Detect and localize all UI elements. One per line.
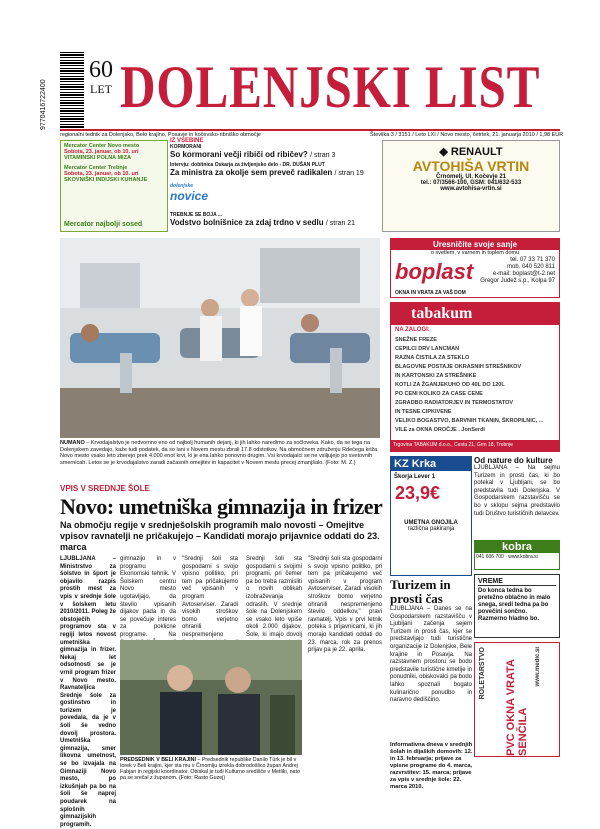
ad-phone: tel.: 07/3566-100, GSM: 041/632-533 [420, 180, 522, 186]
article-column: Srednji šoli sta gospodarni s svojimi programi, pri čemer pa bo treba razmisliti o novih oblikah izobraževanja odraslih. V srednje šole na Dolenjskem se vsako leto vpiše okoli 2.000 dijakov. Šole, ki imajo dovolj [246, 556, 302, 638]
weather-text: Do konca tedna bo pretežno oblačno in malo snega, sredi tedna pa bo povečini sončno. Razmerno hladno bo. [478, 588, 551, 622]
ad-line: SKOVNIŠKI INDIJSKI KUHANJE [64, 177, 148, 183]
anniversary-number: 60 [89, 57, 113, 83]
ad-line: PVC OKNA VRATA SENČILA [505, 659, 529, 756]
ad-krka[interactable] [390, 456, 472, 576]
anniversary-label: LET [90, 82, 112, 96]
ad-header: NA ZALOGI: [395, 327, 430, 333]
turizem-body: LJUBLJANA – Danes se na Gospodarskem razstavišču v Ljubljani začenja sejem Turizem in prosti čas, kjer se predstavljajo tudi turistične organizacije iz Dolenjske, Bele krajine in Posavja. Na razstavnem prostoru se bodo predstavile turistične kmetije in ponudniki, obiskovalci pa bodo lahko spoznali bogato kulinarično ponudbo in naravno dediščino. [390, 606, 472, 704]
ad-web: www.medic.si [535, 647, 541, 687]
kobra-logo: kobra [475, 541, 559, 553]
article-headline[interactable]: Novo: umetniška gimnazija in frizer [60, 494, 383, 519]
anniversary-badge [88, 58, 114, 108]
ad-contacts: tel. 07 33 71 370 mob. 040 520 811 e-mail: boplast@t-2.net Gregor Judež s.p., Kolpa 97 [480, 257, 555, 284]
ad-mercator[interactable] [60, 140, 168, 232]
article-column: LJUBLJANA – Ministrstvo za šolstvo in šport je objavilo razpis prostih mest za vpis v srednje šole v šolskem letu 2010/2011. Poleg že obstoječih programov sta v regiji letos novost umetniška gimnazija in frizer. Nekaj let odsotnosti se je vrnil program frizer v Novo mesto. Ravnateljica Srednje šole za gostinstvo in turizem je povedala, da je v šoli še vedno dovolj prostora. Umetniška gimnazija, smer likovna umetnost, se bo izvajala na Gimnaziji Novo mesto, po izkušnjah pa bo na šoli še naprej poudarek na splošnih gimnazijskih programih. [60, 556, 116, 828]
ad-boplast[interactable] [390, 238, 560, 298]
ad-price: 23,9€ [395, 483, 441, 503]
photo-caption: PREDSEDNIK V BELI KRAJINI – Predsednik republike Danilo Türk je bil v torek v Beli krajini, kjer sta mu v Črnomlju izrekla dobrodošlico župan Andrej Fabjan in regijski koordinator. Obiskal je tudi Kulturno središče v Metliki, nato pa se srečal z županom. (Foto: Rasto Guzej) [120, 757, 300, 781]
contents-kicker: TREBNJE SE BOJA ... [170, 212, 223, 218]
article-column: "Srednji šoli sta gospodarni s svojo vpisno politiko, pri tem pa pričakujemo več vpisanih v program Avtoserviser. Zaradi visokih stroškov bomo verjetno ohranili nespremenjeno [182, 556, 238, 638]
novice-logo: dolenjske novice [170, 183, 209, 203]
ad-line: ROLETARSTVO [479, 647, 486, 700]
ad-line: Škorja Lever 1 [394, 474, 436, 480]
ad-renault[interactable] [382, 140, 560, 232]
contents-item[interactable]: Za ministra za okolje sem preveč radikalen / stran 19 [170, 168, 364, 177]
ad-kobra[interactable] [474, 540, 560, 570]
weather-box [474, 574, 560, 638]
ad-line: Uresničite svoje sanje [391, 239, 559, 250]
contents-kicker: KORMORANI [170, 144, 202, 150]
turizem-article [390, 578, 472, 736]
ad-slogan: OKNA IN VRATA ZA VAŠ DOM [395, 290, 466, 296]
ad-line: 041 606 700 · www.kobra.si [476, 554, 538, 560]
ad-firm: AVTOHIŠA VRTIN [412, 158, 530, 174]
ad-line: UMETNA GNOJILA [404, 520, 458, 526]
contents-kicker: Intervju: dobitnica Oskarja za življenjsko delo - DR. DUŠAN PLUT [170, 162, 325, 168]
contents-label: IZ VSEBINE [170, 138, 204, 144]
tagline: regionalni tednik za Dolenjsko, Belo krajino, Posavje in kočevsko-ribniško območje [60, 132, 261, 138]
ad-line: o svetlem, v varnem in toplem domu [430, 250, 520, 256]
boplast-logo: boplast [395, 259, 474, 284]
kultura-article [474, 456, 560, 538]
contents-box [170, 138, 370, 233]
ad-line: Sobota, 23. januar, ob 10. uri [64, 149, 139, 155]
newspaper-logo: DOLENJSKI LIST [120, 54, 541, 120]
ad-line: VITAMINSKI POLNA MIZA [64, 155, 131, 161]
tabakum-logo: tabakum [391, 303, 559, 325]
ad-line: Sobota, 23. januar, ob 10. uri [64, 171, 139, 177]
ad-line: Mercator Center Trebnje [64, 165, 128, 171]
article-lead: Na območju regije v srednješolskih programih malo novosti – Omejitve vpisov ravnatelji ne pričakujejo – Kandidati morajo prijavnice oddati do 23. marca [60, 520, 380, 552]
turizem-title[interactable]: Turizem in prosti čas [390, 577, 451, 606]
krka-logo: KZ Krka [391, 457, 471, 471]
ad-footer: Mercator najbolji sosed [64, 221, 143, 228]
weather-title: VREME [478, 578, 556, 586]
ad-line: Mercator Center Novo mesto [64, 143, 140, 149]
ad-list: SNEŽNE FREZE CEPILCI DRV LANCMAN RAZNA ČISTILA ZA STEKLO BLAGOVNE POSTAJE OKRASNIH STREŠNIKOV IN KARTONSKI ZA STREŠNIKE KOTLI ZA ŽGANJEKUHO OD 40L DO 120L PO CENI KOLIKO ZA CASE CENE ZGRADBO RADIATORJEV IN TERMOSTATOV IN TESNE CIPKIVENE VELIKO BOGASTVO, BARVNIH TKANIN, ŠKROPILNIC, ... VILE za OKNA OROČJE . JonSerdl [395, 337, 544, 433]
article-column: gimnazijo in v programu Ekonomski tehnik. V Šolskem centru Novo mesto ugotavljajo, da število vpisanih dijakov pada in da se povečuje interes za poklicne programe. Na [120, 556, 176, 638]
issue-info: Številka 3 / 3151 / Leto LXI / Novo mesto, četrtek, 21. januarja 2010 / 1,98 EUR [370, 132, 564, 138]
ad-tabakum[interactable] [390, 302, 560, 452]
contents-item[interactable]: Vodstvo bolnišnice za zdaj trdno v sedlu / stran 21 [170, 218, 356, 227]
ad-address: Črnomelj, Ul. Kočevje 21 [435, 174, 507, 180]
photo-caption: NUMANO – Krvodajalstvo je nedvomno eno od najbolj humanih dejanj, ki jih lahko naredimo za sočloveka. Kako, da se tega na Dolenjskem zavedajo, kaže tudi podatek, da so lani v Novem mestu zbrali 17.8 odstotkov. Na območnem združenju Rdečega križa Novo mesto vsako leto zberejo prek 4.000 enot krvi, ki je ena lahko ponovno drugim. Vsi krvodajalci se ne vsiljujejo po svetovnih smernicah. Letos se je krvodajalstvo zaradi začasnih omejitev in kapacitet v Novem mestu precej zmanjšalo. (Foto: M. Z.) [60, 440, 378, 466]
contents-item[interactable]: So kormorani večji ribiči od ribičev? / stran 3 [170, 150, 336, 159]
ad-web: www.avtohisa-vrtin.si [440, 186, 502, 192]
article-kicker: VPIS V SREDNJE ŠOLE [60, 484, 150, 493]
enrollment-notice: Informativna dneva v srednjih šolah in dijaških domovih: 12. in 13. februarja; prijave za vpisne programe do 4. marca, razvrstitev: 15. marca; prijave za vpis v srednje šole: 22. marca 2010. [390, 742, 473, 790]
kultura-body: LJUBLJANA – Na sejmu Turizem in prosti čas, ki bo potekal v Ljubljani, se bo predstavila tudi Dolenjska. V Gospodarskem razstavišču se bo v sklopu sejma predstavilo tudi Društvo turističnih delavcev. [474, 465, 560, 517]
ad-line: različna pakiranja [407, 526, 455, 532]
ad-footer: Trgovina TABAKUM d.o.o., Cesta 21, Grm 18, Trebnje [391, 440, 559, 451]
renault-logo: ◆ RENAULT [439, 146, 503, 158]
barcode [60, 52, 84, 132]
main-photo [60, 238, 380, 438]
kultura-title[interactable]: Od nature do kulture [474, 456, 553, 465]
ad-pvc-windows[interactable] [474, 642, 560, 757]
article-column: "Srednji šoli sta gospodarni s svojo vpisno politiko, pri tem pa pričakujemo več vpisanih v program Avtoserviser. Zaradi visokih stroškov bomo verjetno ohranili nespremenjeno število oddelkov," pravi ravnatelj. Vpis v prvi letnik poteka s prijavnicami, ki jih morajo kandidati oddati do 23. marca, rok za prenos prijav pa je 22. aprila. [308, 556, 382, 654]
barcode-number: 9770416722400 [40, 79, 47, 130]
president-photo [120, 640, 302, 755]
